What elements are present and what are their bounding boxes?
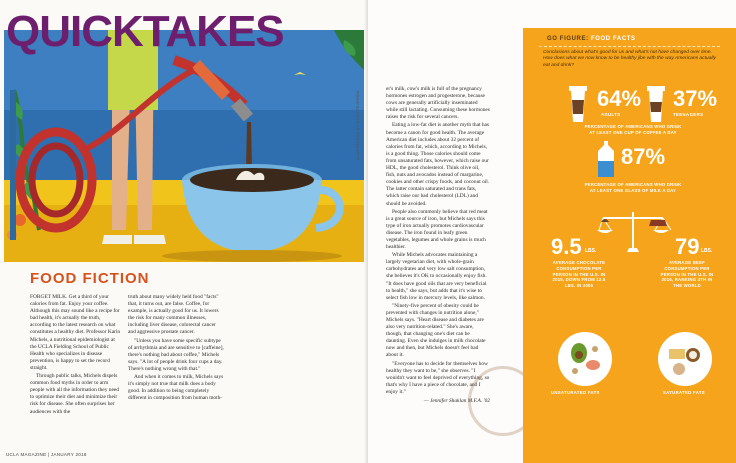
coffee-adults-label: ADULTS (601, 112, 621, 117)
chocolate-caption (537, 260, 621, 289)
masthead-takes: TAKES (142, 7, 284, 56)
illustration (4, 30, 364, 262)
balance-scale-icon (593, 206, 673, 256)
unsaturated-fats-label: UNSATURATED FATS (551, 390, 600, 395)
paragraph: "Ninety-five percent of obesity could be prevented with changes in nutrition alone," Michels says. "Heart disease and diabetes are also very nutrition-related." She's aware, though, that changing one's diet can be daunting. Even she indulges in milk chocolate now and then, but Michels doesn't feel bad about it. (386, 302, 486, 359)
paragraph: FORGET MILK. Get a third of your calories from fat. Enjoy your coffee. Although this may sound like a recipe for bad health, it's actually the truth, according to the latest research on what constitutes a healthy diet. Professor Karin Michels, a nutritional epidemiologist at the UCLA Fielding School of Public Health who specializes in disease prevention, is happy to set the record straight. (30, 294, 121, 371)
saturated-fats-plate-icon (657, 331, 713, 387)
paragraph: er's milk, cow's milk is full of the pregnancy hormones estrogen and progesterone, because cows are generally artificially inseminated while still lactating. Consuming these hormones raises the risk for several cancers. (386, 86, 490, 121)
coffee-caption (553, 124, 713, 136)
paragraph: "Unless you have some specific subtype of arrhythmia and are sensitive to [caffeine], there's nothing bad about coffee," Michels says. "A lot of people drink four cups a day. There's nothing wrong with that." (128, 337, 224, 372)
chocolate-caption-line: AVERAGE CHOCOLATE (552, 260, 606, 265)
beef-caption-line: CONSUMPTION PER (664, 265, 710, 271)
coffee-teens-label: TEENAGERS (673, 112, 704, 117)
paragraph: Through public talks, Michels dispels common food myths in order to arm people with all the information they need to optimize their diet and minimize their risk for disease. She often surprises her audiences with the (30, 373, 119, 415)
unsaturated-fats-plate-icon (557, 331, 613, 387)
masthead (6, 7, 284, 56)
chocolate-caption-line: 2015, DOWN FROM 12.6 (552, 277, 606, 283)
illustration-credit: ILLUSTRATION BY JULIETTE BORDA (355, 90, 360, 160)
food-facts-panel (523, 28, 736, 463)
coffee-cup-icon (567, 84, 589, 124)
article-column-3 (386, 86, 490, 405)
paragraph: Eating a low-fat diet is another myth that has become a canon for good health. The average American diet includes about 32 percent of calories from fat, which, according to Michels, is a good thing. Those calories should come from unsaturated fats, however, which raise our HDL, the good cholesterol. Think olive oil, fish, nuts and avocados instead of margarine, cookies and other crispy foods, and coconut oil. The latter contain saturated and trans fats, which raise our bad cholesterol (LDL) and should be avoided. (386, 122, 490, 207)
paragraph: truth about many widely held food "facts" that, it turns out, are false. Coffee, for example, is actually good for us. It lowers the risk for many common illnesses, including liver disease, colorectal cancer and aggressive prostate cancer. (128, 294, 219, 336)
milk-carton-icon (595, 141, 617, 179)
milk-caption-line: PERCENTAGE OF AMERICANS WHO DRINK (584, 182, 682, 187)
coffee-to-go-icon (645, 84, 667, 124)
paragraph: While Michels advocates maintaining a largely vegetarian diet, with whole-grain carbohydrates and very low salt consumption, she believes it's OK to occasionally enjoy fish. "It does have good oils that are very beneficial to health," she says, but adds that it's wise to select fish low in mercury levels, like salmon. (386, 252, 487, 301)
paragraph: People also commonly believe that red meat is a great source of iron, but Michels says this type of iron actually promotes cardiovascular disease. The iron found in leafy green vegetables, legumes and whole grains is much healthier. (386, 208, 488, 251)
panel-intro: Conclusions about what's good for us and what's not have changed over time. How does what we now know to be healthy jibe with the way Americans actually eat and drink? (543, 50, 716, 68)
masthead-quick: QUICK (6, 7, 143, 56)
chocolate-caption-line: PERSON IN THE U.S. IN (552, 271, 606, 277)
chocolate-value: 9.5 (551, 234, 582, 259)
panel-title-prefix: GO FIGURE: (547, 36, 589, 42)
paragraph: "Everyone has to decide for themselves how healthy they want to be," she observes. "I wouldn't want to feel deprived of everything, so that's why I have a piece of chocolate, and I enjoy it." (386, 360, 490, 395)
beef-caption-line: AVERAGE BEEF (669, 260, 705, 265)
article-column-2 (128, 294, 224, 403)
beef-unit: LBS. (701, 248, 713, 254)
coffee-milk-illustration (4, 30, 364, 262)
divider (539, 46, 720, 47)
milk-caption-line: AT LEAST ONE GLASS OF MILK A DAY (589, 187, 677, 193)
panel-title (547, 36, 636, 42)
panel-title-text: FOOD FACTS (590, 36, 636, 42)
saturated-fats-label: SATURATED FATS (663, 390, 705, 395)
milk-pct: 87% (621, 144, 666, 169)
page-folio: UCLA MAGAZINE | JANUARY 2018 (6, 452, 87, 457)
coffee-adults-pct: 64% (597, 86, 642, 111)
beef-caption-line: 2016, RANKING 4TH IN (661, 277, 713, 283)
byline: — Jennifer Shaklan M.F.A. '02 (423, 398, 490, 405)
beef-caption-line: THE WORLD (673, 283, 701, 289)
chocolate-caption-line: CONSUMPTION PER (556, 265, 602, 271)
coffee-teens-pct: 37% (673, 86, 718, 111)
coffee-caption-line: PERCENTAGE OF AMERICANS WHO DRINK (584, 124, 682, 129)
chocolate-caption-line: LBS. IN 2005 (564, 283, 594, 289)
milk-caption (553, 182, 713, 194)
beef-caption-line: PERSON IN THE U.S. IN (660, 271, 714, 277)
article-column-1 (30, 294, 122, 417)
beef-value: 79 (675, 234, 700, 259)
chocolate-unit: LBS. (585, 248, 597, 254)
coffee-caption-line: AT LEAST ONE CUP OF COFFEE A DAY (589, 129, 677, 135)
article-headline: FOOD FICTION (30, 270, 150, 287)
beef-caption (647, 260, 727, 289)
paragraph: And when it comes to milk, Michels says it's simply not true that milk does a body good. In addition to being completely different in composition from human moth- (128, 374, 224, 402)
